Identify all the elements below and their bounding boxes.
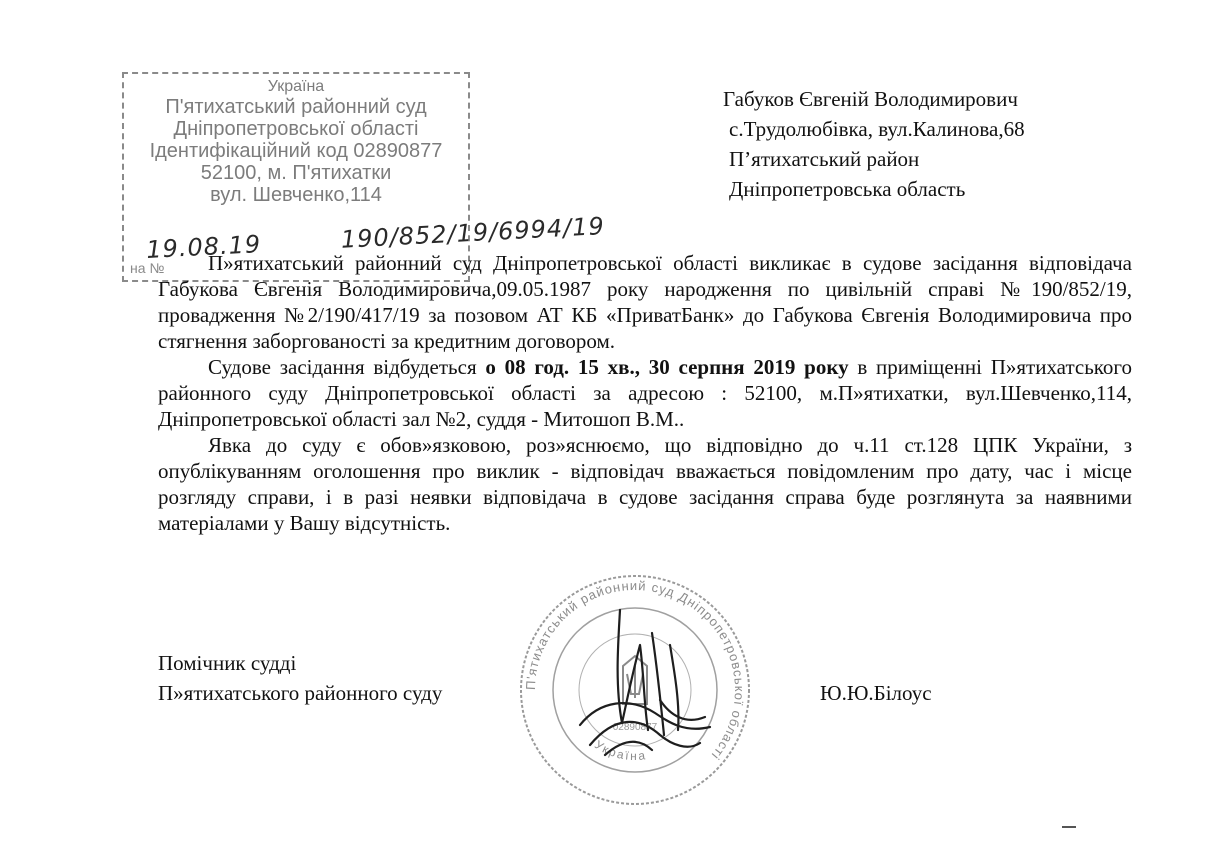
stamp-line-country: Україна bbox=[267, 78, 325, 95]
stamp-handwritten-date: 19.08.19 bbox=[145, 230, 262, 264]
document-body bbox=[158, 250, 1132, 536]
body-paragraph-2 bbox=[158, 354, 1132, 432]
stamp-handwritten-number: 190/852/19/6994/19 bbox=[340, 212, 606, 254]
stamp-line-street: вул. Шевченко,114 bbox=[210, 184, 382, 206]
addressee-district: П’ятихатський район bbox=[729, 147, 920, 171]
signatory-position-line-1: Помічник судді bbox=[158, 651, 297, 675]
seal-outer-text: П'ятихатський районний суд Дніпропетровської області bbox=[522, 577, 748, 764]
addressee-region: Дніпропетровська область bbox=[729, 177, 966, 201]
stamp-line-court: П'ятихатський районний суд bbox=[165, 96, 427, 118]
seal-code: 02890877 bbox=[612, 722, 658, 733]
addressee-block bbox=[723, 84, 1025, 204]
signatory-position-line-2: П»ятихатського районного суду bbox=[158, 681, 443, 705]
stamp-bottom-fragment: на № bbox=[130, 260, 165, 276]
addressee-name: Габуков Євгеній Володимирович bbox=[723, 87, 1018, 111]
stamp-line-code: Ідентифікаційний код 02890877 bbox=[149, 140, 443, 162]
scan-speck bbox=[1062, 826, 1076, 828]
hearing-datetime: о 08 год. 15 хв., 30 серпня 2019 року bbox=[485, 355, 849, 379]
paragraph-2-end: в приміщенні П»ятихатського районного суду Дніпропетровської області за адресою : 52100, м.П»ятихатки, вул.Шевченко,114, Дніпропетровської області зал №2, суддя - Митошоп В.М.. bbox=[158, 355, 1133, 431]
signatory-name: Ю.Ю.Білоус bbox=[820, 681, 932, 705]
stamp-line-city: 52100, м. П'ятихатки bbox=[200, 162, 392, 184]
body-paragraph-3: Явка до суду є обов»язковою, роз»яснюємо, що відповідно до ч.11 ст.128 ЦПК України, з опублікуванням оголошення про виклик - відповідач вважається повідомленим про дату, час і місце розгляду справи, і в разі неявки відповідача в судове засідання справа буде розглянута за наявними матеріалами у Вашу відсутність. bbox=[158, 433, 1132, 535]
stamp-line-region: Дніпропетровської області bbox=[173, 118, 419, 140]
handwritten-signature bbox=[560, 605, 730, 770]
seal-inner-text: Україна bbox=[592, 737, 648, 764]
addressee-address: с.Трудолюбівка, вул.Калинова,68 bbox=[729, 117, 1025, 141]
signatory-position bbox=[158, 648, 442, 708]
paragraph-2-start: Судове засідання відбудеться bbox=[208, 355, 486, 379]
body-paragraph-1: П»ятихатський районний суд Дніпропетровської області викликає в судове засідання відповідача Габукова Євгенія Володимировича,09.05.1987 року народження по цивільній справі №190/852/19, провадження №2/190/417/19 за позовом АТ КБ «ПриватБанк» до Габукова Євгенія Володимировича про стягнення заборгованості за кредитним договором. bbox=[158, 251, 1132, 353]
